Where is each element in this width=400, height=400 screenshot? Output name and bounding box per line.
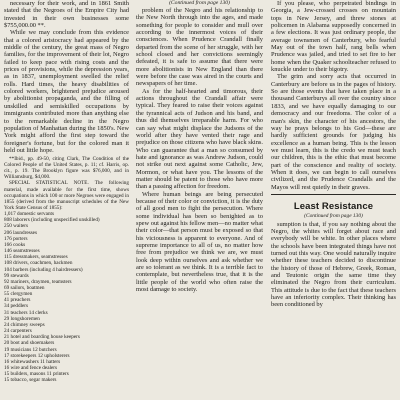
stat-item: 24 chimney sweeps <box>4 321 45 328</box>
statistical-note: SPECIAL STATISTICAL NOTE. The following material, made available for the first time, shows occupations in which 100 or more Negroes were engaged in 1855 (derived from the manuscript schedules of the New York State Census of 1855): <box>4 180 129 211</box>
stat-item: 166 cooks <box>4 241 26 248</box>
stat-item: 104 barbers (including 4 hairdressers) <box>4 266 83 273</box>
stat-item: 16 whitewashers 11 hatters <box>4 358 61 365</box>
stat-item: 108 drivers, coachmen, hackmen <box>4 260 73 267</box>
middle-column <box>136 0 263 293</box>
stat-item: 1,017 domestic servants <box>4 211 54 218</box>
body-paragraph: As for the half-hearted and timorous, their actions throughout the Crandall affair were typical. They feared to raise their voices against the tyrannical acts of Judson and his band, and thus did themselves irreparable harm. For who can say what might displace the Judsons of the world after they have vented their rage and prejudice on those citizens who have black skins. Who can guarantee that a man so consumed by hate and ignorance as was Andrew Judson, could not strike out next against some Catholic, Jew, Mormon, or what have you. The lessons of the matter should be patent to those who have more than a passing affection for freedom. <box>136 87 263 191</box>
stat-item: 146 seamstresses <box>4 248 40 255</box>
body-paragraph: Where human beings are being persecuted because of their color or conviction, it is the duty of all good men to fight the persecution. Where some individual has been so benighted as to spew out against his fellow men—no matter what their color—that person must be exposed so that his viciousness is apparent to everyone. And of supreme importance to all of us, no matter how free from prejudice we think we are, we must look deep within ourselves and ask whether we are so tolerant as we think. It is a terrible fact to contemplate, but nevertheless true, that it is the little people of the world who often raise the most damage to society. <box>136 190 263 294</box>
left-column <box>4 0 129 384</box>
stat-item: 31 teachers 14 clerks <box>4 309 48 316</box>
stat-item: 29 longshoremen <box>4 315 40 322</box>
occupation-stat-list <box>4 211 129 383</box>
stat-item: 69 sailors, boatmen <box>4 285 45 291</box>
body-paragraph: necessary for their work, and in 1861 Smith stated that the Negroes of the Empire City had invested in their own businesses some $755,000.00 **. <box>4 0 129 30</box>
stat-item: 92 mariners, draymen, teamsters <box>4 278 72 285</box>
stat-item: 17 storekeepers 12 upholsterers <box>4 352 70 359</box>
section-title: Least Resistance <box>293 200 374 212</box>
stat-item: 206 laundresses <box>4 229 37 236</box>
body-paragraph: If you please, who perpetrated bindings in Georgia, a Jew-crossed crosses on mountain tops in New Jersey, and threw stones at policemen in Alabama supposedly concerned in a few elections. It was just ordinary people, the average townsmen of Canterbury, who fearful May out of the town half, rang bells when Prudence was jailed, and tried to set fire to her home when the Quaker schoolteacher refused to knuckle under to their bigotry. <box>271 0 396 74</box>
continued-note: (Continued from page 130) <box>304 212 363 219</box>
stat-item: 99 stewards <box>4 272 29 279</box>
right-column <box>271 0 396 309</box>
stat-item: 55 clergymen <box>4 291 33 298</box>
stat-item: 176 porters <box>4 235 28 242</box>
stat-item: 21 hotel and boarding house keepers <box>4 334 80 341</box>
article-divider <box>271 194 396 195</box>
body-paragraph: The grim and sorry acts that occurred in Canterbury are before us in the pages of history. So are those events that have taken place in a thousand Canterburys all over the country since 1833, and we have equally damaging to our democracy and our freedoms. The color of a man's skin, the character of his ancestors, the way he prays belongs to his God—these are hardly sufficient grounds for judging his excellence as a human being. This is the lesson we must learn, this is the credo we must teach our children, this is the ethic that must become part of the conscience and reality of society. When it does, we can begin to call ourselves civilized, and the Prudence Crandalls and the Mayos will rest quietly in their graves. <box>271 73 396 191</box>
stat-item: 15 builders, masons 11 printers <box>4 371 69 378</box>
body-paragraph: While we may conclude from this evidence that a colored aristocracy had appeared by the middle of the century, the great mass of Negro families, for the improvement of their lot, Negro failed to keep pace with rising costs and the prices of provisions, while the depression years, as in 1837, unemployment swelled the relief rolls. Hard times, the heavy disabilities of colored workers, brightened prejudice aroused by abolitionist propaganda, and the filling of unskilled and semiskilled occupations by immigrants contributed more than anything else to the remarkable decline in the Negro population of Manhattan during the 1850's. New York might afford the first step toward the foreigner's fortune, but for the colored man it held out little hope. <box>4 29 129 154</box>
stat-item: 115 dressmakers, seamstresses <box>4 254 68 261</box>
stat-item: 41 preachers <box>4 297 31 304</box>
stat-item: 24 carpenters <box>4 328 32 335</box>
body-paragraph: problem of the Negro and his relationship to the New North through into the ages, and made something for people to consider and mull over according to the innermost voices of their consciences. When Prudence Crandall finally departed from the scene of her struggle, with her school closed and her convictions seemingly defeated, it is safe to assume that there were more abolitionists in New England than there were before the case was aired in the courts and newspapers of her time. <box>136 7 263 88</box>
stat-item: 19 musicians 12 butchers <box>4 346 57 353</box>
stat-item: 250 waiters <box>4 223 29 230</box>
footnote-block <box>4 156 129 211</box>
body-paragraph: sumption is that, if you say nothing about the Negro, the whites will forget about race and everybody will be white. In other places where the schools have been integrated things have not turned out this way. One would naturally inquire whether these teachers decided to discontinue the history of those of Hebrew, Greek, Roman, and Teutonic origin the same time they eliminated the Negro from their curriculum. This attitude is due to the fact that these teachers have an inferiority complex. Their thinking has been conditioned by <box>271 220 396 309</box>
stat-item: 808 laborers (including unspecified unskilled) <box>4 217 100 224</box>
continued-note: (Continued from page 130) <box>169 0 230 6</box>
footnote-citation: **Ibid., pp. 49-50, citing Clark, The Condition of the Colored People of the United States, p. 11; cf. Harris, op. cit., p. 19. The Brooklyn figure was $76,000, and in Williamsburg, $4,000. <box>4 155 129 181</box>
stat-item: 20 boot and shoemakers <box>4 340 55 347</box>
stat-item: 15 tobacco, segar makers <box>4 377 57 384</box>
stat-item: 16 wire and fence dealers <box>4 365 57 372</box>
stat-item: 34 peddlers <box>4 303 29 310</box>
